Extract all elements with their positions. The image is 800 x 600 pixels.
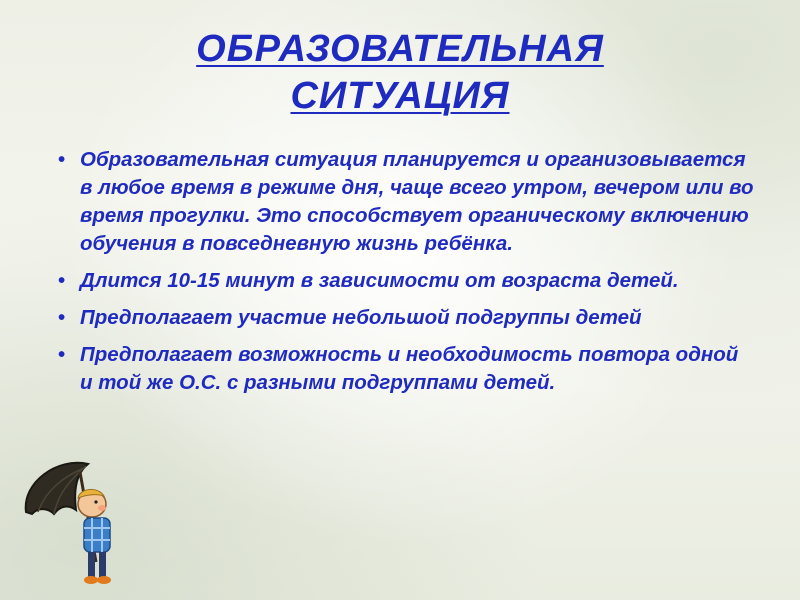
- bullet-dot: •: [58, 269, 66, 292]
- bullet-text: Длится 10-15 минут в зависимости от возраста детей.: [80, 269, 679, 292]
- title-line-1: ОБРАЗОВАТЕЛЬНАЯ: [196, 28, 604, 70]
- title-line-2: СИТУАЦИЯ: [290, 75, 510, 117]
- bullet-list: [54, 146, 754, 406]
- bullet-item: [54, 146, 754, 258]
- bullet-dot: •: [58, 306, 66, 329]
- bullet-text: Предполагает участие небольшой подгруппы детей: [80, 306, 642, 329]
- bullet-item: [54, 267, 754, 295]
- bullet-item: [54, 304, 754, 332]
- umbrella-character-icon: [18, 452, 128, 592]
- bullet-item: [54, 341, 754, 397]
- bullet-dot: •: [58, 343, 66, 366]
- bullet-text: Образовательная ситуация планируется и организовывается в любое время в режиме дня, чаще всего утром, вечером или во время прогулки. Это способствует органическому включению обучения в повседневную жизнь ребёнка.: [80, 148, 754, 255]
- slide-title: [0, 26, 800, 120]
- bullet-dot: •: [58, 148, 66, 171]
- bullet-text: Предполагает возможность и необходимость повтора одной и той же О.С. с разными подгруппами детей.: [80, 343, 739, 394]
